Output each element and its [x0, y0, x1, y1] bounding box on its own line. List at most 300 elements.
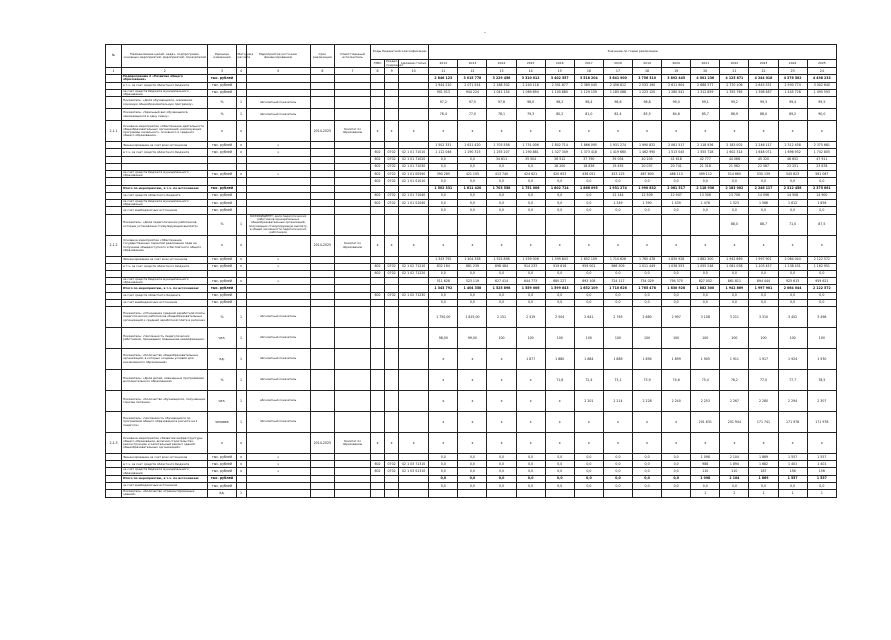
csr-cell — [399, 89, 429, 96]
year-value-cell: 1 882 300 — [691, 285, 720, 292]
csr-cell: 02 1 01 S1010 — [399, 178, 429, 185]
csr-cell — [399, 412, 429, 433]
year-value-cell: 1 894 — [720, 461, 749, 468]
year-value-cell: х — [545, 433, 574, 454]
header-measure: Мероприятия (источник финансирования) — [246, 45, 310, 68]
measure-cell: абсолютный показатель — [246, 391, 310, 412]
year-value-cell: 0,0 — [545, 192, 574, 199]
csr-cell — [399, 109, 429, 121]
year-value-cell: 0,0 — [429, 207, 458, 214]
measure-cell: абсолютный показатель — [246, 370, 310, 391]
year-value-cell: 13 306 — [691, 192, 720, 199]
year-value-cell: 2 — [720, 490, 749, 497]
unit-cell: тыс. рублей — [208, 149, 236, 156]
csr-cell: 02 1 01 S1040 — [399, 199, 429, 206]
csr-cell: 02 1 02 71230 — [399, 292, 429, 299]
period-cell — [310, 483, 334, 490]
year-value-cell: 1 997 901 — [749, 285, 778, 292]
year-value-cell: 3 015 778 — [458, 75, 487, 82]
year-value-cell: 2 307 — [807, 391, 836, 412]
year-value-cell: 0,0 — [603, 292, 632, 299]
period-cell — [310, 156, 334, 163]
row-number — [106, 256, 122, 263]
year-value-cell: 81,0 — [574, 109, 603, 121]
year-value-cell: 0,0 — [778, 299, 807, 306]
indicator-cell: Основное мероприятие «Развитие инфраструктуры общего образования, включая строительство, реконструкцию и капитальный ремонт зданий общеобразовательных организаций» — [122, 433, 208, 454]
year-value-cell: 0,0 — [603, 483, 632, 490]
unit-cell: тыс. рублей — [208, 285, 236, 292]
table-row — [106, 285, 837, 292]
year-value-cell: 0,0 — [778, 178, 807, 185]
grbs-cell — [371, 89, 385, 96]
year-value-cell: 1 557 — [807, 454, 836, 461]
csr-cell: 02 1 01 00590 — [399, 170, 429, 177]
year-value-cell: 2 763 — [603, 307, 632, 328]
year-value-cell: х — [458, 433, 487, 454]
year-value-cell: 2 183 002 — [720, 185, 749, 192]
table-row — [106, 256, 837, 263]
rzpr-cell — [385, 412, 399, 433]
period-cell — [310, 285, 334, 292]
year-value-cell: 1 404 358 — [458, 285, 487, 292]
year-value-cell: 97,5 — [458, 97, 487, 109]
year-value-cell: 1 343 792 — [429, 256, 458, 263]
period-cell — [310, 207, 334, 214]
year-value-cell — [691, 214, 720, 235]
year-value-cell: 0,0 — [778, 270, 807, 277]
responsible-cell — [334, 278, 370, 285]
year-value-cell: 1 312 859 — [691, 89, 720, 96]
year-value-cell: 511 628 — [429, 278, 458, 285]
year-value-cell: 1 742 805 — [807, 149, 836, 156]
year-value-cell: х — [574, 121, 603, 142]
year-value-cell: 1 525 898 — [487, 256, 516, 263]
row-number — [106, 142, 122, 149]
year-value-cell: 0,0 — [633, 461, 662, 468]
year-value-cell: 0,0 — [807, 299, 836, 306]
year-value-cell: 545 623 — [778, 170, 807, 177]
responsible-cell — [334, 207, 370, 214]
year-value-cell: 100 — [662, 328, 691, 349]
table-header — [106, 45, 837, 75]
year-value-cell: 413 740 — [487, 170, 516, 177]
year-value-cell: х — [458, 349, 487, 370]
measure-cell — [246, 483, 310, 490]
year-value-cell: х — [458, 121, 487, 142]
year-value-cell: 99,2 — [720, 97, 749, 109]
year-value-cell: х — [458, 235, 487, 256]
column-number: 2 — [122, 68, 208, 75]
indicator-cell: Показатель: «Количество обучающихся, получающих горячее питание» — [122, 391, 208, 412]
responsible-cell — [334, 109, 370, 121]
responsible-cell — [334, 178, 370, 185]
year-value-cell: 2 375 661 — [807, 142, 836, 149]
period-cell — [310, 349, 334, 370]
year-value-cell: 1 495 593 — [807, 89, 836, 96]
year-value-cell: 3 498 — [807, 307, 836, 328]
year-value-cell: 2 880 — [633, 307, 662, 328]
year-value-cell: 1 069 894 — [516, 89, 545, 96]
method-cell — [236, 75, 246, 82]
year-value-cell: 2 294 — [778, 391, 807, 412]
unit-cell: тыс. рублей — [208, 263, 236, 270]
year-value-cell: 4 244 018 — [749, 75, 778, 82]
period-cell — [310, 412, 334, 433]
measure-cell — [246, 82, 310, 89]
csr-cell: 02 1 01 71010 — [399, 149, 429, 156]
year-value-cell: 2 312 458 — [778, 142, 807, 149]
year-value-cell: 0,0 — [662, 461, 691, 468]
year-value-cell: 1 036 553 — [662, 263, 691, 270]
year-value-cell — [603, 214, 632, 235]
year-value-cell: 0,0 — [574, 199, 603, 206]
indicator-cell: Показатель: «Доля обучающихся, освоивших основную общеобразовательную программу» — [122, 97, 208, 109]
rzpr-cell: 0702 — [385, 163, 399, 170]
table-row — [106, 156, 837, 163]
unit-cell: х — [208, 235, 236, 256]
year-value-cell: 2 611 904 — [662, 82, 691, 89]
year-value-cell: 0,0 — [487, 292, 516, 299]
csr-cell: х — [399, 235, 429, 256]
rzpr-cell — [385, 490, 399, 497]
year-value-cell: 3 892 445 — [662, 75, 691, 82]
year-value-cell: х — [429, 412, 458, 433]
period-cell — [310, 370, 334, 391]
year-value-cell: 1 866 095 — [574, 142, 603, 149]
header-year: 2024 — [778, 60, 807, 68]
responsible-cell — [334, 192, 370, 199]
rzpr-cell — [385, 483, 399, 490]
column-number: 17 — [603, 68, 632, 75]
year-value-cell: 1 — [749, 490, 778, 497]
period-cell — [310, 170, 334, 177]
year-value-cell: 0,0 — [633, 178, 662, 185]
method-cell: 1 — [236, 97, 246, 109]
year-value-cell: 0,0 — [458, 299, 487, 306]
year-value-cell: 0,0 — [545, 299, 574, 306]
year-value-cell: 1 445 728 — [778, 89, 807, 96]
year-value-cell: 1 703 558 — [487, 142, 516, 149]
indicator-cell: за счет внебюджетных источников — [122, 207, 208, 214]
year-value-cell: 0,0 — [603, 468, 632, 475]
method-cell — [236, 483, 246, 490]
year-value-cell: 2 246 117 — [749, 142, 778, 149]
year-value-cell: 201 944 — [720, 412, 749, 433]
rzpr-cell — [385, 185, 399, 192]
year-value-cell: 2 061 517 — [662, 142, 691, 149]
unit-cell: тыс. рублей — [208, 299, 236, 306]
year-value-cell: 0,0 — [516, 207, 545, 214]
year-value-cell: 2 118 936 — [691, 142, 720, 149]
year-value-cell: 98,2 — [545, 97, 574, 109]
year-value-cell: 1 162 951 — [807, 263, 836, 270]
year-value-cell: 1 081 058 — [720, 263, 749, 270]
responsible-cell — [334, 461, 370, 468]
year-value-cell: х — [633, 433, 662, 454]
year-value-cell: х — [487, 349, 516, 370]
column-number: 4 — [236, 68, 246, 75]
year-value-cell: 530 139 — [749, 170, 778, 177]
csr-cell — [399, 185, 429, 192]
year-value-cell: 1 555 728 — [691, 149, 720, 156]
grbs-cell: 602 — [371, 263, 385, 270]
method-cell — [236, 292, 246, 299]
year-value-cell: 0,0 — [662, 299, 691, 306]
responsible-cell — [334, 142, 370, 149]
measure-cell: х — [246, 256, 310, 263]
unit-cell — [208, 156, 236, 163]
indicator-cell: в т.ч. за счет средств областного бюджета — [122, 263, 208, 270]
year-value-cell: х — [429, 370, 458, 391]
year-value-cell: 2 641 — [574, 307, 603, 328]
year-value-cell: 98,00 — [429, 328, 458, 349]
row-number — [106, 328, 122, 349]
measure-cell — [246, 475, 310, 482]
year-value-cell: 1 944 210 — [429, 82, 458, 89]
year-value-cell: х — [749, 121, 778, 142]
unit-cell: х — [208, 433, 236, 454]
year-value-cell: 0,0 — [429, 156, 458, 163]
year-value-cell: 98,8 — [633, 97, 662, 109]
year-value-cell: 3 310 012 — [516, 75, 545, 82]
period-cell — [310, 75, 334, 82]
row-number — [106, 163, 122, 170]
column-number: 10 — [399, 68, 429, 75]
row-number — [106, 214, 122, 235]
period-cell — [310, 307, 334, 328]
row-number — [106, 490, 122, 497]
measure-cell — [246, 235, 310, 256]
year-value-cell: 0,0 — [662, 483, 691, 490]
year-value-cell: 82,4 — [603, 109, 632, 121]
table-row — [106, 185, 837, 192]
grbs-cell: х — [371, 433, 385, 454]
year-value-cell: 0,0 — [429, 468, 458, 475]
row-number — [106, 149, 122, 156]
year-value-cell: 0,0 — [749, 178, 778, 185]
column-number: 6 — [310, 68, 334, 75]
period-cell — [310, 299, 334, 306]
year-value-cell: 88,0 — [749, 109, 778, 121]
year-value-cell: 421 105 — [458, 170, 487, 177]
method-cell — [236, 285, 246, 292]
year-value-cell: 1 652 109 — [574, 285, 603, 292]
year-value-cell: х — [662, 121, 691, 142]
table-row — [106, 454, 837, 461]
rzpr-cell — [385, 454, 399, 461]
year-value-cell: 1 513 045 — [662, 149, 691, 156]
csr-cell: 02 1 01 71030 — [399, 163, 429, 170]
measure-cell — [246, 121, 310, 142]
column-number: 24 — [807, 68, 836, 75]
indicator-cell: Финансирование за счет всех источников — [122, 454, 208, 461]
year-value-cell: 0,0 — [633, 468, 662, 475]
responsible-cell — [334, 75, 370, 82]
unit-cell: тыс. рублей — [208, 185, 236, 192]
header-budget-code: Коды бюджетной классификации — [371, 45, 429, 60]
csr-cell — [399, 97, 429, 109]
year-value-cell: 0,0 — [516, 461, 545, 468]
column-number: 23 — [778, 68, 807, 75]
unit-cell: чел. — [208, 391, 236, 412]
year-value-cell: х — [429, 391, 458, 412]
year-value-cell: 0,0 — [458, 163, 487, 170]
csr-cell: 02 1 01 71040 — [399, 192, 429, 199]
year-value-cell: х — [545, 391, 574, 412]
year-value-cell: 2 122 572 — [807, 285, 836, 292]
grbs-cell — [371, 475, 385, 482]
header-year: 2023 — [749, 60, 778, 68]
year-value-cell — [458, 214, 487, 235]
year-value-cell: 1 599 843 — [545, 285, 574, 292]
year-value-cell: 22 587 — [749, 163, 778, 170]
year-value-cell: 1 525 898 — [487, 285, 516, 292]
unit-cell: тыс. рублей — [208, 468, 236, 475]
column-number: 9 — [385, 68, 399, 75]
indicator-cell: Итого по мероприятию, в т.ч. по источникам: — [122, 475, 208, 482]
csr-cell — [399, 142, 429, 149]
year-value-cell: 1 055 248 — [691, 263, 720, 270]
responsible-cell — [334, 412, 370, 433]
unit-cell: тыс. рублей — [208, 170, 236, 177]
indicator-cell: Показатель: «Численность педагогических работников, прошедших повышение квалификации» — [122, 328, 208, 349]
unit-cell: тыс. рублей — [208, 142, 236, 149]
year-value-cell: 23 251 — [778, 163, 807, 170]
year-value-cell: 453 125 — [603, 170, 632, 177]
csr-cell — [399, 475, 429, 482]
year-value-cell: х — [429, 121, 458, 142]
year-value-cell: х — [487, 433, 516, 454]
indicator-cell: Показатель: «Количество отремонтированных зданий» — [122, 490, 208, 497]
year-value-cell: 1 401 — [807, 461, 836, 468]
year-value-cell: 898 484 — [487, 263, 516, 270]
csr-cell — [399, 75, 429, 82]
method-cell — [236, 192, 246, 199]
row-number — [106, 97, 122, 109]
year-value-cell: 74,6 — [662, 370, 691, 391]
header-year: 2020 — [662, 60, 691, 68]
year-value-cell: 100 — [603, 328, 632, 349]
grbs-cell — [371, 97, 385, 109]
column-number: 16 — [574, 68, 603, 75]
year-value-cell: 0,0 — [574, 461, 603, 468]
method-cell — [236, 270, 246, 277]
rzpr-cell — [385, 142, 399, 149]
year-value-cell: 0,0 — [720, 483, 749, 490]
year-value-cell: 486 113 — [662, 170, 691, 177]
year-value-cell: 0,0 — [633, 292, 662, 299]
method-cell: 1 — [236, 349, 246, 370]
year-value-cell: 171 978 — [807, 412, 836, 433]
year-value-cell: 4 376 502 — [778, 75, 807, 82]
unit-cell: тыс. рублей — [208, 89, 236, 96]
row-number — [106, 349, 122, 370]
year-value-cell: 210 — [720, 468, 749, 475]
row-number: 2.1.2 — [106, 235, 122, 256]
grbs-cell: х — [371, 235, 385, 256]
unit-cell: % — [208, 370, 236, 391]
period-cell — [310, 278, 334, 285]
year-value-cell: 1 011 449 — [633, 263, 662, 270]
header-year: 2015 — [516, 60, 545, 68]
grbs-cell — [371, 490, 385, 497]
column-number: 22 — [749, 68, 778, 75]
year-value-cell: х — [691, 121, 720, 142]
grbs-cell: 602 — [371, 292, 385, 299]
column-number: 15 — [545, 68, 574, 75]
year-value-cell: 0,0 — [807, 483, 836, 490]
year-value-cell: 0,0 — [720, 178, 749, 185]
row-number — [106, 178, 122, 185]
rzpr-cell: х — [385, 433, 399, 454]
year-value-cell: 1 703 558 — [487, 185, 516, 192]
year-value-cell — [487, 214, 516, 235]
period-cell — [310, 292, 334, 299]
year-value-cell: 1 223 120 — [633, 89, 662, 96]
measure-cell — [246, 192, 310, 199]
period-cell — [310, 468, 334, 475]
grbs-cell — [371, 349, 385, 370]
row-number — [106, 468, 122, 475]
method-cell — [236, 163, 246, 170]
year-value-cell: 13 706 — [720, 192, 749, 199]
method-cell — [236, 185, 246, 192]
year-value-cell: 78,5 — [807, 370, 836, 391]
grbs-cell: 602 — [371, 199, 385, 206]
year-value-cell: 98,0 — [516, 97, 545, 109]
year-value-cell: 2 071 554 — [458, 82, 487, 89]
year-value-cell: 1 602 314 — [720, 149, 749, 156]
year-value-cell: 0,0 — [458, 292, 487, 299]
year-value-cell: х — [633, 235, 662, 256]
year-value-cell: 0,0 — [691, 292, 720, 299]
year-value-cell: 644 773 — [516, 278, 545, 285]
year-value-cell: 561 067 — [807, 170, 836, 177]
responsible-cell — [334, 97, 370, 109]
year-value-cell: 0,0 — [458, 199, 487, 206]
unit-cell — [208, 178, 236, 185]
year-value-cell: 0,0 — [429, 178, 458, 185]
csr-cell — [399, 207, 429, 214]
year-value-cell: 100 — [778, 328, 807, 349]
grbs-cell — [371, 285, 385, 292]
table-row — [106, 307, 837, 328]
year-value-cell: 99,4 — [778, 97, 807, 109]
year-value-cell: 0,0 — [545, 207, 574, 214]
csr-cell: 02 1 01 71020 — [399, 156, 429, 163]
year-value-cell: 1 611 420 — [458, 142, 487, 149]
year-value-cell: 0,0 — [633, 299, 662, 306]
year-value-cell: 73,1 — [603, 370, 632, 391]
year-value-cell: 1 — [807, 490, 836, 497]
year-value-cell: 467 600 — [633, 170, 662, 177]
year-value-cell: 1 557 — [807, 475, 836, 482]
year-value-cell: 0,0 — [429, 292, 458, 299]
measure-cell: х — [246, 149, 310, 156]
year-value-cell: 1 682 — [749, 461, 778, 468]
year-value-cell: 0,0 — [458, 192, 487, 199]
csr-cell — [399, 483, 429, 490]
year-value-cell: 0,0 — [545, 483, 574, 490]
year-value-cell: 0,0 — [720, 292, 749, 299]
year-value-cell: 0,0 — [720, 299, 749, 306]
year-value-cell: 0,0 — [574, 192, 603, 199]
year-value-cell: 894 444 — [749, 278, 778, 285]
indicator-cell: Показатель: «Доля детей, охваченных программами дополнительного образования» — [122, 370, 208, 391]
table-row — [106, 278, 837, 285]
top-mark: - — [484, 30, 486, 36]
year-value-cell: 3 402 557 — [545, 75, 574, 82]
